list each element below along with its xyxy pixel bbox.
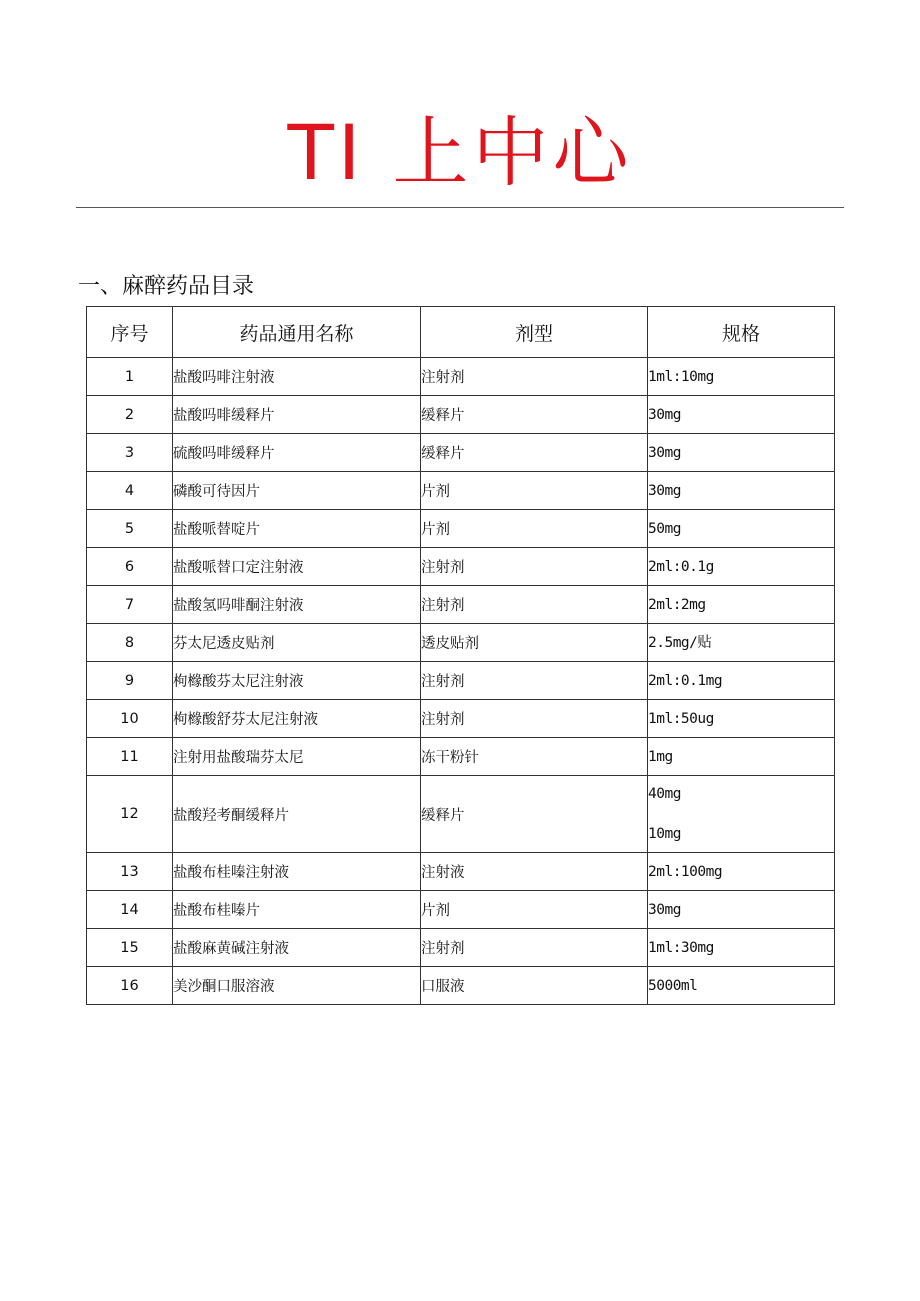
cell-specification [648, 967, 835, 1005]
cell-no: 15 [87, 929, 173, 967]
cell-dosage-form: 缓释片 [421, 396, 648, 434]
specification-value: 1ml:50ug [648, 710, 714, 727]
cell-specification [648, 396, 835, 434]
cell-dosage-form: 缓释片 [421, 776, 648, 853]
cell-specification [648, 738, 835, 776]
cell-specification [648, 358, 835, 396]
table-row [87, 700, 835, 738]
cell-no: 14 [87, 891, 173, 929]
page-title: TI 上中心 [287, 108, 633, 197]
cell-dosage-form: 注射剂 [421, 586, 648, 624]
specification-value: 2ml:100mg [648, 863, 723, 880]
specification-value: 1mg [648, 748, 673, 765]
cell-dosage-form: 注射剂 [421, 662, 648, 700]
cell-specification [648, 586, 835, 624]
table-row [87, 776, 835, 853]
cell-drug-name: 注射用盐酸瑞芬太尼 [173, 738, 421, 776]
cell-drug-name: 盐酸布桂嗪注射液 [173, 853, 421, 891]
cell-no: 3 [87, 434, 173, 472]
specification-value: 2.5mg/贴 [648, 634, 712, 651]
specification-value: 5000ml [648, 977, 698, 994]
cell-drug-name: 盐酸哌替啶片 [173, 510, 421, 548]
cell-dosage-form: 口服液 [421, 967, 648, 1005]
table-row [87, 510, 835, 548]
cell-no: 9 [87, 662, 173, 700]
specification-value: 1ml:10mg [648, 368, 714, 385]
specification-value: 2ml:0.1mg [648, 672, 723, 689]
cell-drug-name: 芬太尼透皮贴剂 [173, 624, 421, 662]
cell-no: 1 [87, 358, 173, 396]
specification-value: 50mg [648, 520, 681, 537]
cell-dosage-form: 片剂 [421, 510, 648, 548]
cell-dosage-form: 片剂 [421, 472, 648, 510]
cell-drug-name: 盐酸氢吗啡酮注射液 [173, 586, 421, 624]
column-header-name: 药品通用名称 [173, 307, 421, 358]
cell-specification [648, 776, 835, 853]
cell-dosage-form: 注射剂 [421, 700, 648, 738]
cell-specification [648, 510, 835, 548]
table-row [87, 891, 835, 929]
specification-value: 2ml:2mg [648, 596, 706, 613]
cell-no: 7 [87, 586, 173, 624]
table-row [87, 967, 835, 1005]
table-row [87, 586, 835, 624]
cell-specification [648, 662, 835, 700]
table-row [87, 472, 835, 510]
cell-no: 16 [87, 967, 173, 1005]
cell-dosage-form: 冻干粉针 [421, 738, 648, 776]
table-row [87, 929, 835, 967]
table-row [87, 624, 835, 662]
specification-value: 2ml:0.1g [648, 558, 714, 575]
specification-value: 30mg [648, 406, 681, 423]
cell-dosage-form: 注射剂 [421, 548, 648, 586]
table-header-row [87, 307, 835, 358]
cell-drug-name: 盐酸布桂嗪片 [173, 891, 421, 929]
cell-dosage-form: 缓释片 [421, 434, 648, 472]
cell-dosage-form: 透皮贴剂 [421, 624, 648, 662]
table-row [87, 434, 835, 472]
table-row [87, 396, 835, 434]
specification-value: 40mg [648, 786, 681, 802]
cell-specification [648, 624, 835, 662]
cell-no: 2 [87, 396, 173, 434]
cell-drug-name: 盐酸麻黄碱注射液 [173, 929, 421, 967]
table-row [87, 662, 835, 700]
cell-drug-name: 磷酸可待因片 [173, 472, 421, 510]
cell-drug-name: 枸橼酸舒芬太尼注射液 [173, 700, 421, 738]
narcotic-drug-table [86, 306, 835, 1005]
cell-specification [648, 434, 835, 472]
cell-specification [648, 548, 835, 586]
specification-value: 30mg [648, 444, 681, 461]
cell-no: 5 [87, 510, 173, 548]
cell-no: 4 [87, 472, 173, 510]
cell-drug-name: 盐酸哌替口定注射液 [173, 548, 421, 586]
cell-dosage-form: 注射剂 [421, 929, 648, 967]
table-row [87, 358, 835, 396]
table-row [87, 548, 835, 586]
cell-no: 10 [87, 700, 173, 738]
cell-drug-name: 硫酸吗啡缓释片 [173, 434, 421, 472]
specification-value: 10mg [648, 826, 681, 842]
cell-drug-name: 枸橼酸芬太尼注射液 [173, 662, 421, 700]
column-header-form: 剂型 [421, 307, 648, 358]
column-header-spec: 规格 [648, 307, 835, 358]
cell-drug-name: 美沙酮口服溶液 [173, 967, 421, 1005]
cell-specification [648, 472, 835, 510]
specification-value: 30mg [648, 482, 681, 499]
header-divider [76, 207, 844, 208]
section-heading: 一、麻醉药品目录 [78, 274, 255, 299]
table-row [87, 853, 835, 891]
cell-no: 6 [87, 548, 173, 586]
specification-value: 1ml:30mg [648, 939, 714, 956]
cell-no: 13 [87, 853, 173, 891]
table-row [87, 738, 835, 776]
cell-no: 8 [87, 624, 173, 662]
cell-dosage-form: 片剂 [421, 891, 648, 929]
cell-specification [648, 853, 835, 891]
cell-drug-name: 盐酸羟考酮缓释片 [173, 776, 421, 853]
cell-specification [648, 929, 835, 967]
cell-dosage-form: 注射剂 [421, 358, 648, 396]
cell-no: 12 [87, 776, 173, 853]
cell-dosage-form: 注射液 [421, 853, 648, 891]
cell-specification [648, 700, 835, 738]
cell-drug-name: 盐酸吗啡缓释片 [173, 396, 421, 434]
cell-no: 11 [87, 738, 173, 776]
table-body [87, 358, 835, 1005]
cell-drug-name: 盐酸吗啡注射液 [173, 358, 421, 396]
specification-value: 30mg [648, 901, 681, 918]
cell-specification [648, 891, 835, 929]
column-header-no: 序号 [87, 307, 173, 358]
